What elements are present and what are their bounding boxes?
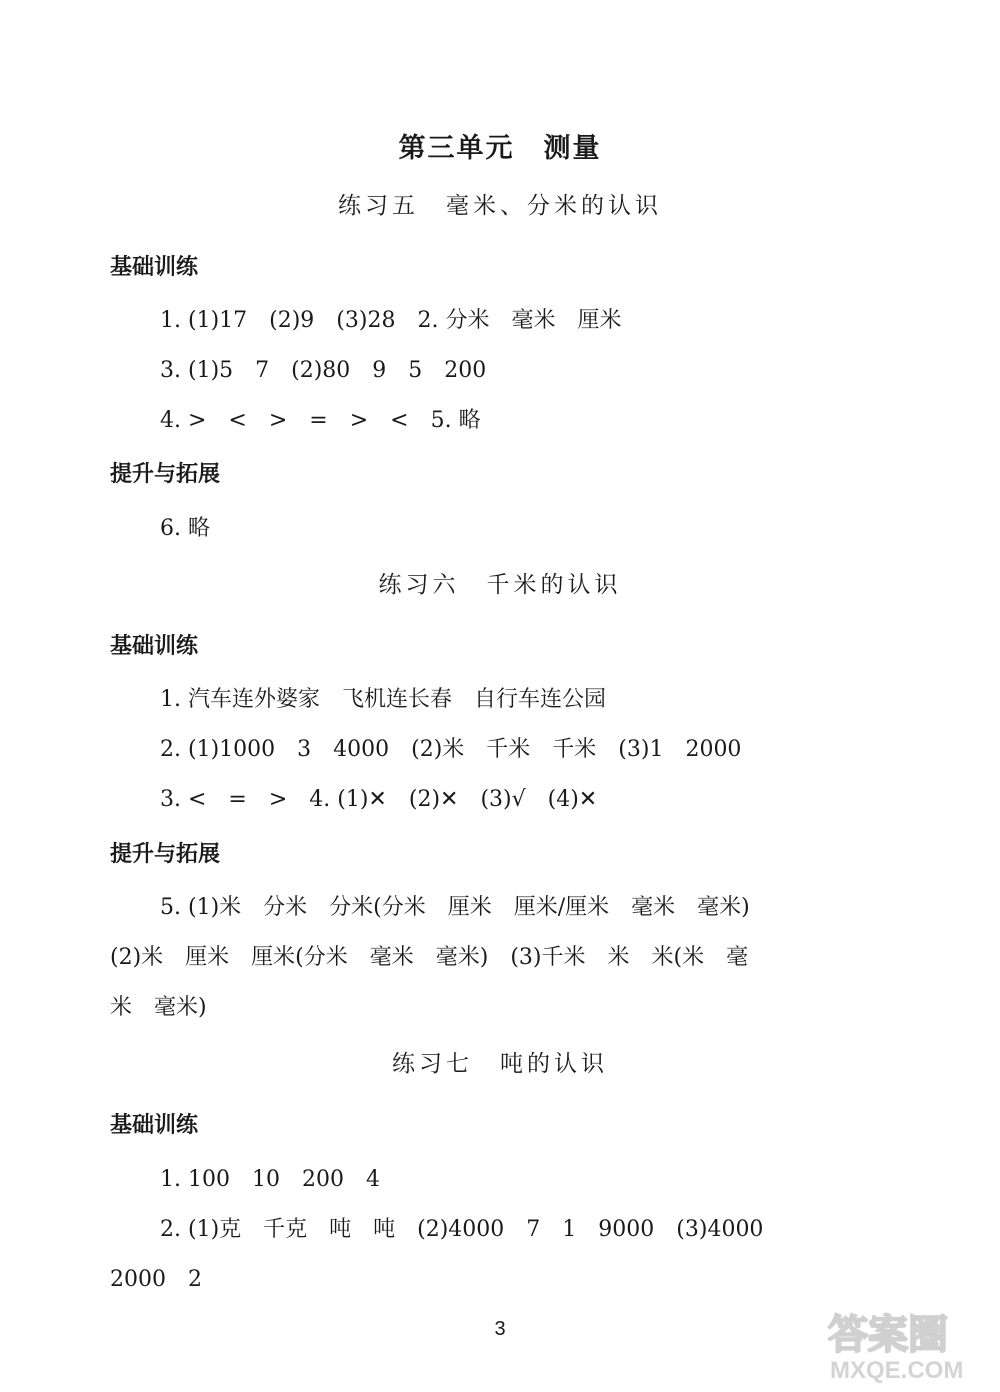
answer-line: 1. 汽车连外婆家 飞机连长春 自行车连公园 <box>160 687 606 712</box>
answer-line: 米 毫米) <box>110 995 207 1020</box>
answer-line: 6. 略 <box>160 516 210 541</box>
exercise-title: 练习五 毫米、分米的认识 <box>338 193 662 219</box>
section-heading: 提升与拓展 <box>110 842 221 867</box>
watermark-logo <box>820 1300 990 1385</box>
watermark-bottom-text: MXQE.COM <box>830 1357 964 1384</box>
answer-line: 2. (1)1000 3 4000 (2)米 千米 千米 (3)1 2000 <box>160 737 742 762</box>
section-heading: 基础训练 <box>110 1113 199 1138</box>
exercise-title: 练习六 千米的认识 <box>378 572 622 598</box>
unit-title: 第三单元 测量 <box>398 133 602 164</box>
page-number: 3 <box>494 1318 506 1340</box>
section-heading: 基础训练 <box>110 634 199 659</box>
answer-line: (2)米 厘米 厘米(分米 毫米 毫米) (3)千米 米 米(米 毫 <box>110 945 749 970</box>
answer-line: 4. > < > = > < 5. 略 <box>160 408 481 433</box>
answer-line: 3. (1)5 7 (2)80 9 5 200 <box>160 358 487 383</box>
answer-line: 2. (1)克 千克 吨 吨 (2)4000 7 1 9000 (3)4000 <box>160 1217 764 1242</box>
answer-line: 5. (1)米 分米 分米(分米 厘米 厘米/厘米 毫米 毫米) <box>160 895 750 920</box>
section-heading: 基础训练 <box>110 255 199 280</box>
watermark-top-text: 答案圈 <box>828 1313 948 1357</box>
answer-line: 2000 2 <box>110 1267 202 1292</box>
answer-line: 3. < = > 4. (1)✕ (2)✕ (3)√ (4)✕ <box>160 787 598 812</box>
exercise-title: 练习七 吨的认识 <box>392 1051 608 1077</box>
answer-line: 1. 100 10 200 4 <box>160 1167 380 1192</box>
answer-line: 1. (1)17 (2)9 (3)28 2. 分米 毫米 厘米 <box>160 308 622 333</box>
section-heading: 提升与拓展 <box>110 462 221 487</box>
